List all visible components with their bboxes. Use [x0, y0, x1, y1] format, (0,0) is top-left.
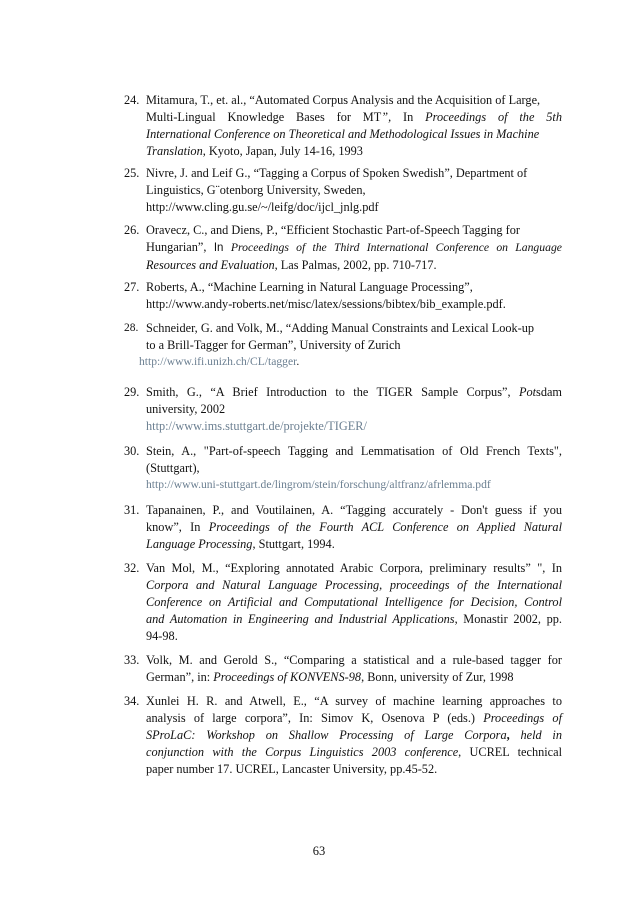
reference-34: 34. Xunlei H. R. and Atwell, E., “A survey of machine learning approaches to analysis of large corpora”, In: Simov K, Osenova P (eds.) Proceedings of SProLaC: Workshop on Shallow Processing of Large Corpora, held in conjunction with the Corpus Linguistics 2003 conference, UCREL technical paper number 17. UCREL, Lancaster University, pp.45-52. [124, 694, 562, 776]
reference-url[interactable]: http://www.ims.stuttgart.de/projekte/TIGER/ [146, 418, 367, 433]
reference-number: 27. [124, 280, 140, 294]
reference-number: 34. [124, 694, 140, 708]
reference-30: 30. Stein, A., "Part-of-speech Tagging and Lemmatisation of Old French Texts", (Stuttgart), http://www.uni-stuttgart.de/lingrom/stein/forschung/altfranz/afrlemma.pdf [124, 443, 562, 494]
reference-26: 26. Oravecz, C., and Diens, P., “Efficient Stochastic Part-of-Speech Tagging for Hungarian”, In Proceedings of the Third International Conference on Language Resources and Evaluation, Las Palmas, 2002, pp. 710-717. [124, 223, 562, 272]
reference-24: 24. Mitamura, T., et. al., “Automated Corpus Analysis and the Acquisition of Large, Multi-Lingual Knowledge Bases for MT”, In Proceedings of the 5th International Conference on Theoretical and Methodological Issues in Machine Translation, Kyoto, Japan, July 14-16, 1993 [124, 93, 562, 158]
reference-number: 25. [124, 166, 140, 180]
reference-url[interactable]: http://www.andy-roberts.net/misc/latex/sessions/bibtex/bib_example.pdf. [146, 296, 506, 311]
reference-25: 25. Nivre, J. and Leif G., “Tagging a Corpus of Spoken Swedish”, Department of Linguistics, G¨otenborg University, Sweden, http://www.cling.gu.se/~/leifg/doc/ijcl_jnlg.pdf [124, 165, 562, 216]
reference-url[interactable]: http://www.uni-stuttgart.de/lingrom/stein/forschung/altfranz/afrlemma.pdf [146, 477, 491, 491]
reference-29: 29. Smith, G., “A Brief Introduction to the TIGER Sample Corpus”, Potsdam university, 2002 http://www.ims.stuttgart.de/projekte/TIGER/ [124, 385, 562, 433]
reference-number: 30. [124, 444, 140, 458]
reference-number: 26. [124, 223, 140, 237]
reference-url[interactable]: http://www.cling.gu.se/~/leifg/doc/ijcl_jnlg.pdf [146, 199, 379, 214]
reference-url[interactable]: http://www.ifi.unizh.ch/CL/tagger [139, 354, 297, 368]
reference-28: 28. Schneider, G. and Volk, M., “Adding Manual Constraints and Lexical Look-up to a Brill-Tagger for German”, University of Zurich http://www.ifi.unizh.ch/CL/tagger. [124, 321, 535, 368]
reference-number: 33. [124, 653, 140, 667]
reference-number: 28. [124, 322, 139, 334]
reference-27: 27. Roberts, A., “Machine Learning in Natural Language Processing”, http://www.andy-roberts.net/misc/latex/sessions/bibtex/bib_example.pdf. [124, 279, 562, 313]
reference-33: 33. Volk, M. and Gerold S., “Comparing a statistical and a rule-based tagger for German”, in: Proceedings of KONVENS-98, Bonn, university of Zur, 1998 [124, 653, 562, 684]
reference-number: 29. [124, 385, 140, 399]
reference-31: 31. Tapanainen, P., and Voutilainen, A. “Tagging accurately - Don't guess if you know”, In Proceedings of the Fourth ACL Conference on Applied Natural Language Processing, Stuttgart, 1994. [124, 503, 562, 551]
reference-number: 32. [124, 561, 140, 575]
page-number: 63 [312, 844, 326, 858]
reference-number: 31. [124, 503, 140, 517]
reference-number: 24. [124, 93, 140, 107]
reference-32: 32. Van Mol, M., “Exploring annotated Arabic Corpora, preliminary results” ", In Corpora and Natural Language Processing, proceedings of the International Conference on Artificial and Computational Intelligence for Decision, Control and Automation in Engineering and Industrial Applications, Monastir 2002, pp. 94-98. [124, 561, 562, 643]
